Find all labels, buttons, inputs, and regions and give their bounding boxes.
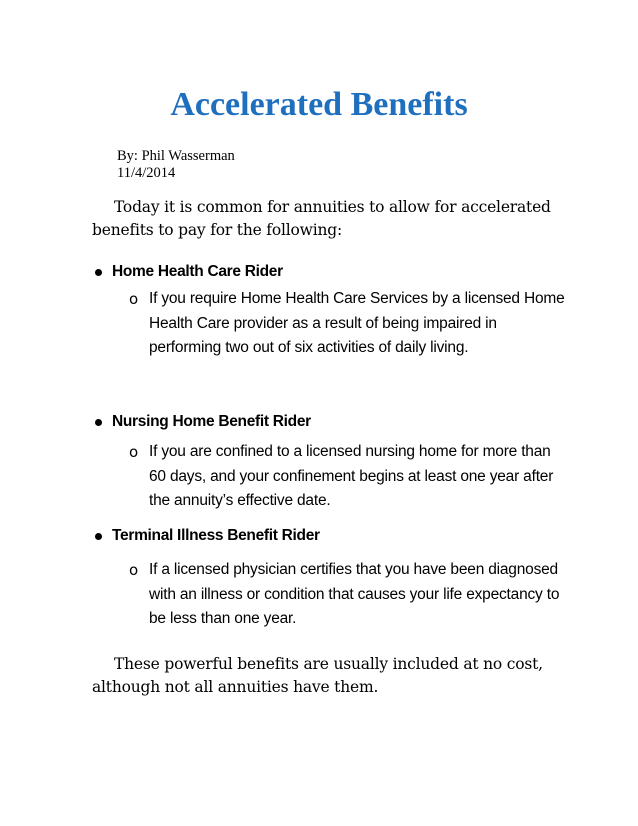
rider-item xyxy=(95,262,283,282)
page-title: Accelerated Benefits xyxy=(170,86,468,123)
rider-detail: If you require Home Health Care Services by a licensed Home Health Care provider as a result of being impaired in performing two out of six activities of daily living. xyxy=(149,290,565,356)
bullet-icon xyxy=(95,419,102,426)
intro-paragraph: Today it is common for annuities to allow for accelerated benefits to pay for the following: xyxy=(92,198,551,239)
rider-title: Terminal Illness Benefit Rider xyxy=(112,527,320,544)
sub-bullet-icon: o xyxy=(129,443,139,461)
sub-bullet-icon: o xyxy=(129,561,139,579)
author-line: By: Phil Wasserman xyxy=(117,148,235,164)
bullet-icon xyxy=(95,269,102,276)
rider-title: Nursing Home Benefit Rider xyxy=(112,413,311,430)
rider-detail: If you are confined to a licensed nursing home for more than 60 days, and your confinement begins at least one year after the annuity’s effective date. xyxy=(149,443,554,509)
sub-bullet-icon: o xyxy=(129,290,139,308)
rider-detail: If a licensed physician certifies that you have been diagnosed with an illness or condition that causes your life expectancy to be less than one year. xyxy=(149,561,560,627)
closing-paragraph: These powerful benefits are usually included at no cost, although not all annuities have them. xyxy=(92,655,543,696)
rider-item xyxy=(95,526,320,546)
publish-date: 11/4/2014 xyxy=(117,165,176,181)
bullet-icon xyxy=(95,533,102,540)
rider-title: Home Health Care Rider xyxy=(112,263,283,280)
rider-item xyxy=(95,412,311,432)
